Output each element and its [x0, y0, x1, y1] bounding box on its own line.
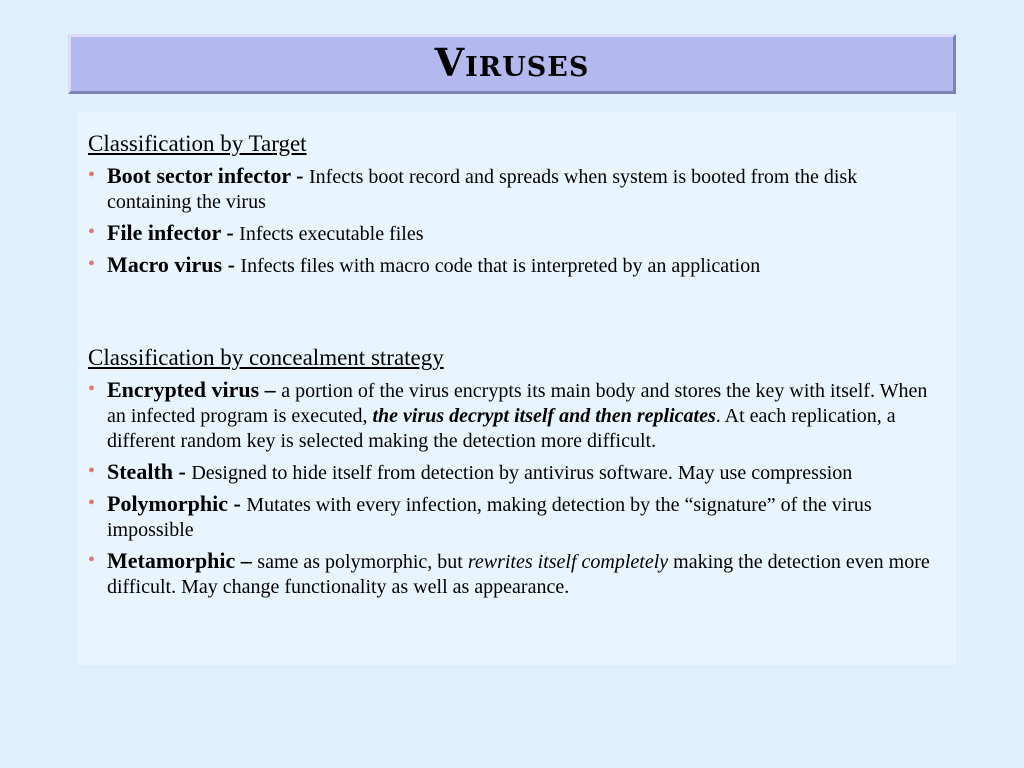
target-list [88, 163, 942, 279]
title-bar [68, 34, 956, 94]
bullet-icon: • [88, 492, 96, 514]
list-item-macro-virus [88, 252, 942, 279]
term-description: Designed to hide itself from detection by antivirus software. May use compression [191, 462, 853, 484]
term-label: Stealth - [107, 459, 192, 484]
bullet-icon: • [88, 549, 96, 571]
bullet-icon: • [88, 378, 96, 400]
section-heading-target: Classification by Target [88, 131, 307, 156]
list-item-stealth [88, 459, 942, 486]
term-label: Boot sector infector - [107, 163, 310, 188]
bullet-icon: • [88, 164, 96, 186]
term-emphasis: the virus decrypt itself and then replicates [372, 405, 716, 427]
list-item-boot-sector [88, 163, 942, 215]
term-label: Encrypted virus – [107, 377, 282, 402]
list-item-encrypted-virus [88, 377, 942, 454]
term-description: Infects files with macro code that is interpreted by an application [240, 255, 761, 277]
term-description-end: . At each replication, a different random key is selected making the detection more difficult. [107, 405, 896, 452]
term-description: Infects boot record and spreads when system is booted from the disk containing the virus [107, 166, 858, 213]
term-label: Macro virus - [107, 252, 241, 277]
term-description: a portion of the virus encrypts its main body and stores the key with itself. When an infected program is executed, [107, 380, 928, 427]
term-description-end: making the detection even more difficult. May change functionality as well as appearance. [107, 551, 930, 598]
bullet-icon: • [88, 460, 96, 482]
bullet-icon: • [88, 253, 96, 275]
content-panel [77, 112, 956, 665]
term-description: Mutates with every infection, making detection by the “signature” of the virus impossible [107, 494, 872, 541]
section-spacer [88, 284, 942, 344]
term-description: same as polymorphic, but [257, 551, 468, 573]
section-heading-concealment: Classification by concealment strategy [88, 345, 444, 370]
term-emphasis: rewrites itself completely [467, 551, 669, 573]
slide-title: Viruses [434, 40, 590, 85]
concealment-list [88, 377, 942, 600]
term-description: Infects executable files [239, 223, 424, 245]
list-item-polymorphic [88, 491, 942, 543]
bullet-icon: • [88, 221, 96, 243]
term-label: Metamorphic – [107, 548, 258, 573]
list-item-metamorphic [88, 548, 942, 600]
term-label: Polymorphic - [107, 491, 247, 516]
list-item-file-infector [88, 220, 942, 247]
term-label: File infector - [107, 220, 240, 245]
